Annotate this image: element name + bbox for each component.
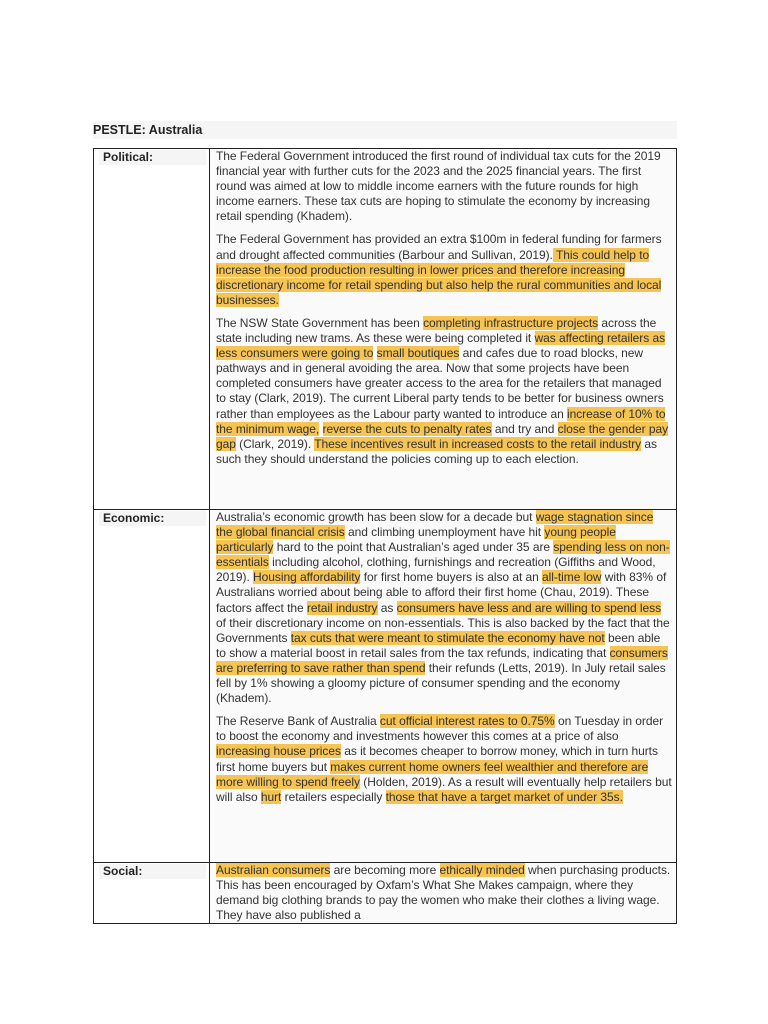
row-label-cell xyxy=(94,863,210,924)
highlighted-text: wage stagnation since the global financial crisis xyxy=(216,510,654,540)
highlighted-text: young people particularly xyxy=(216,525,616,555)
text-segment: when purchasing products. This has been encouraged by Oxfam’s What She Makes campaign, where they demand big clothing brands to pay the women who make their clothes a living wage. They have also published a xyxy=(216,863,671,923)
row-label: Economic: xyxy=(99,511,206,526)
highlighted-text: spending less on non-essentials xyxy=(216,540,670,570)
text-segment: been able to show a material boost in retail sales from the tax refunds, indicating that xyxy=(216,630,661,660)
row-label: Social: xyxy=(99,864,206,879)
text-segment: for first home buyers is also at an xyxy=(360,570,543,585)
highlighted-text: cut official interest rates to 0.75% xyxy=(379,714,555,729)
text-segment: including alcohol, clothing, furnishings and recreation (Giffiths and Wood, 2019). xyxy=(216,555,656,585)
text-segment: (Holden, 2019). As a result will eventually help retailers but will also xyxy=(216,774,672,804)
document-heading: PESTLE: Australia xyxy=(93,123,203,137)
paragraph xyxy=(216,510,672,706)
row-content-cell xyxy=(210,863,677,924)
paragraph xyxy=(216,714,672,805)
text-segment: with 83% of Australians worried about being able to afford their first home (Chau, 2019). These factors affect the xyxy=(216,570,667,615)
highlighted-text: Australian consumers xyxy=(216,863,331,877)
highlighted-text: completing infrastructure projects xyxy=(423,315,599,330)
highlighted-text: all-time low xyxy=(542,570,602,585)
highlighted-text: Housing affordability xyxy=(253,570,361,585)
row-content xyxy=(216,510,672,805)
row-content-cell xyxy=(210,149,677,510)
text-segment: and climbing unemployment have hit xyxy=(344,525,545,540)
text-segment: and cafes due to road blocks, new pathways and in general avoiding the area. Now that some projects have been completed consumers have greater access to the area for the retailers that managed to stay (Clark, 2019). The current Liberal party tends to be better for business owners rather than employees as the Labour party wanted to introduce an xyxy=(216,346,664,421)
highlighted-text: increase of 10% to the minimum wage, xyxy=(216,406,666,436)
highlighted-text: was affecting retailers as less consumers were going to xyxy=(216,331,666,361)
text-segment: and try and xyxy=(491,421,558,436)
highlighted-text: ethically minded xyxy=(439,863,525,877)
row-content xyxy=(216,149,672,467)
text-segment: as such they should understand the policies coming up to each election. xyxy=(216,436,657,466)
text-segment: their refunds (Letts, 2019). In July retail sales fell by 1% showing a gloomy picture of consumer spending and the economy (Khadem). xyxy=(216,660,666,706)
highlighted-text: consumers have less and are willing to spend less xyxy=(396,600,662,615)
paragraph xyxy=(216,149,672,224)
text-segment: The Reserve Bank of Australia xyxy=(216,714,380,729)
text-segment: hard to the point that Australian’s aged under 35 are xyxy=(273,540,554,555)
pestle-row-social xyxy=(94,863,677,924)
text-segment: are becoming more xyxy=(330,863,440,877)
highlighted-text: tax cuts that were meant to stimulate the economy have not xyxy=(290,630,605,645)
text-segment: as xyxy=(377,600,397,615)
text-segment: across the state including new trams. As these were being completed it xyxy=(216,315,657,346)
text-segment: The Federal Government introduced the first round of individual tax cuts for the 2019 financial year with further cuts for the 2023 and the 2025 financial years. The first round was aimed at low to middle income earners with the future rounds for high income earners. These tax cuts are hoping to stimulate the economy by increasing retail spending (Khadem). xyxy=(216,149,661,224)
highlighted-text: small boutiques xyxy=(376,346,460,361)
text-segment xyxy=(319,422,322,436)
text-segment: on Tuesday in order to boost the economy and investments however this comes at a price of also xyxy=(216,714,664,744)
highlighted-text: increasing house prices xyxy=(216,744,341,759)
pestle-table xyxy=(93,148,677,924)
highlighted-text: retail industry xyxy=(306,600,378,615)
row-label: Political: xyxy=(99,150,206,165)
highlighted-text: These incentives result in increased costs to the retail industry xyxy=(314,436,642,451)
paragraph xyxy=(216,232,672,307)
row-content xyxy=(216,863,672,923)
text-segment: The Federal Government has provided an extra $100m in federal funding for farmers and drought affected communities (Barbour and Sullivan, 2019). xyxy=(216,232,662,262)
highlighted-text: those that have a target market of under 35s. xyxy=(385,789,623,804)
highlighted-text: reverse the cuts to penalty rates xyxy=(322,421,492,436)
text-segment: as it becomes cheaper to borrow money, which in turn hurts first home buyers but xyxy=(216,744,658,774)
highlighted-text: close the gender pay gap xyxy=(216,421,669,451)
text-segment: Australia’s economic growth has been slow for a decade but xyxy=(216,510,536,524)
row-label-cell xyxy=(94,510,210,863)
text-segment: retailers especially xyxy=(281,789,386,804)
highlighted-text: This could help to increase the food production resulting in lower prices and therefore increasing discretionary income for retail spending but also help the rural communities and local businesses. xyxy=(216,247,662,307)
paragraph xyxy=(216,863,672,923)
text-segment: of their discretionary income on non-essentials. This is also backed by the fact that the Governments xyxy=(216,615,670,645)
highlighted-text: consumers are preferring to save rather than spend xyxy=(216,645,668,675)
pestle-row-economic xyxy=(94,510,677,863)
paragraph xyxy=(216,316,672,467)
text-segment: The NSW State Government has been xyxy=(216,315,424,330)
row-content-cell xyxy=(210,510,677,863)
pestle-row-political xyxy=(94,149,677,510)
highlighted-text: makes current home owners feel wealthier and therefore are more willing to spend freely xyxy=(216,759,649,789)
row-label-cell xyxy=(94,149,210,510)
highlighted-text: hurt xyxy=(260,789,282,804)
text-segment: (Clark, 2019). xyxy=(235,436,315,451)
